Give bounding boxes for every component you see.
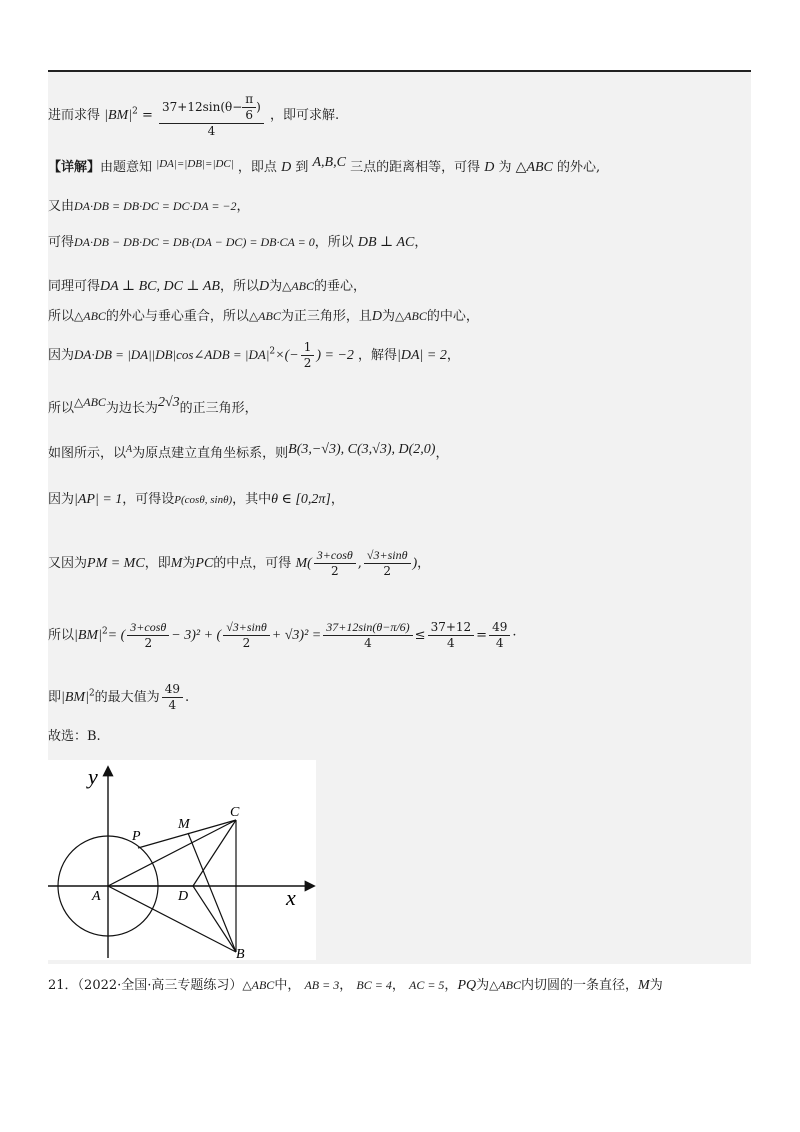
text: 的外心, <box>557 160 601 175</box>
num: 49 <box>489 620 510 636</box>
text: 为正三角形，且 <box>280 309 372 324</box>
math: ) = −2 <box>316 348 354 363</box>
math: θ ∈ [0,2π] <box>271 492 331 507</box>
math: PQ <box>457 978 477 993</box>
text: ，即可求解. <box>270 108 340 123</box>
math: = ( <box>107 628 126 643</box>
fraction <box>223 620 270 651</box>
text: 的中心， <box>426 309 479 324</box>
text: 的最大值为 <box>94 690 160 705</box>
text: 为 <box>476 978 490 993</box>
math: △ABC <box>489 978 522 992</box>
solution-line-3 <box>48 197 250 216</box>
text: ， <box>417 556 431 571</box>
pi-frac <box>242 92 256 123</box>
math: △ABC <box>74 309 106 323</box>
num: 49 <box>162 682 183 698</box>
math: A <box>126 444 133 455</box>
math: BC = 4 <box>356 978 392 992</box>
text: 同理可得 <box>48 279 101 294</box>
den: 4 <box>495 636 504 650</box>
math: △ABC <box>282 279 315 293</box>
num: 1 <box>301 340 315 356</box>
num: 3+cosθ <box>127 620 169 636</box>
sup: 2 <box>269 346 276 357</box>
fraction <box>428 620 475 651</box>
fraction <box>323 620 412 651</box>
den: 4 <box>207 124 216 138</box>
text: 的垂心， <box>314 279 367 294</box>
label-d: D <box>178 889 189 904</box>
text: ， <box>446 348 460 363</box>
text: 内切圆的一条直径， <box>521 978 639 993</box>
comma: , <box>357 556 362 571</box>
label-m: M <box>178 817 190 832</box>
equals: = <box>141 108 153 123</box>
text: 又由 <box>48 199 75 214</box>
math: M( <box>295 556 312 571</box>
den: 2 <box>242 636 251 650</box>
label-p: P <box>132 829 141 844</box>
text: 为 <box>649 978 663 993</box>
text: 的正三角形， <box>179 401 258 416</box>
fraction <box>364 548 411 579</box>
text: ， <box>391 978 405 993</box>
solution-line-13 <box>48 682 189 713</box>
math: △ABC <box>74 395 106 409</box>
math: PC <box>195 556 214 571</box>
text: ， <box>414 235 428 250</box>
num: 37+12 <box>428 620 475 636</box>
math: |DA| = 2 <box>397 348 447 363</box>
figure-svg <box>48 760 316 960</box>
text: ，即 <box>144 556 171 571</box>
x-label: x <box>286 885 296 910</box>
text: 为原点建立直角坐标系，则 <box>132 446 289 461</box>
text: 为 <box>269 279 283 294</box>
text: 即 <box>48 690 62 705</box>
segment-mb <box>188 833 236 952</box>
text: ，其中 <box>232 492 272 507</box>
math: D <box>371 309 382 324</box>
text: 所以 <box>48 628 75 643</box>
fraction <box>162 682 183 713</box>
solution-line-6 <box>48 307 479 326</box>
math: − 3)² + ( <box>171 628 222 643</box>
math: P(cosθ, sinθ) <box>174 494 233 506</box>
den: 4 <box>447 636 455 650</box>
text: 为边长为 <box>105 401 158 416</box>
leq: ≤ <box>414 628 426 643</box>
solution-line-5 <box>48 277 366 296</box>
fraction <box>301 340 315 371</box>
text: ，即点 <box>237 160 277 175</box>
math: |AP| = 1 <box>74 492 123 507</box>
text: ， <box>444 978 458 993</box>
coordinate-figure <box>48 760 316 960</box>
math: 2√3 <box>157 395 180 410</box>
text: ，所以 <box>219 279 259 294</box>
den: 2 <box>330 564 339 578</box>
pi: π <box>242 92 256 108</box>
text: ，所以 <box>314 235 354 250</box>
math: PM = MC <box>87 556 145 571</box>
text: 为 <box>381 309 395 324</box>
text: 的外心与垂心重合，所以 <box>105 309 249 324</box>
text: ， <box>339 978 353 993</box>
math: |BM| <box>61 690 89 705</box>
dot: · <box>512 628 517 643</box>
text: 由题意知 <box>100 160 153 175</box>
den: 2 <box>383 564 392 578</box>
label-c: C <box>230 805 240 820</box>
math: DA ⊥ BC, DC ⊥ AB <box>100 279 220 294</box>
solution-line-1 <box>48 92 339 139</box>
solution-line-12 <box>48 620 517 651</box>
text: 进而求得 <box>48 108 101 123</box>
solution-line-2 <box>48 154 600 177</box>
solution-line-11 <box>48 548 430 579</box>
math: ×(− <box>275 348 299 363</box>
math: △ABC <box>395 309 427 323</box>
fraction <box>127 620 169 651</box>
num: 3+cosθ <box>314 548 356 564</box>
math: DB ⊥ AC <box>357 235 415 250</box>
den: 4 <box>364 636 372 650</box>
rp: ) <box>256 100 261 114</box>
question-number: 21．（2022·全国·高三专题练习） <box>48 978 243 993</box>
solution-line-10 <box>48 491 344 509</box>
math: D <box>258 279 270 294</box>
fraction <box>159 92 264 139</box>
segment-db <box>193 886 236 952</box>
sup: 2 <box>88 688 95 699</box>
fraction <box>314 548 356 579</box>
segment-ab <box>108 886 236 952</box>
text: ， <box>236 199 250 214</box>
text: 因为 <box>48 348 75 363</box>
math: B(3,−√3), C(3,√3), D(2,0) <box>288 442 436 457</box>
math: △ABC <box>248 309 281 323</box>
equals: = <box>476 628 488 643</box>
text: 为 <box>498 160 512 175</box>
y-label: y <box>88 764 98 789</box>
text: 三点的距离相等，可得 <box>350 160 481 175</box>
text: 所以 <box>48 401 75 416</box>
detail-tag: 【详解】 <box>48 160 101 175</box>
label-a: A <box>92 889 101 904</box>
math: D <box>484 160 495 175</box>
math: + √3)² = <box>271 628 322 643</box>
sup: 2 <box>101 626 108 637</box>
label-b: B <box>236 947 245 960</box>
den: 4 <box>168 698 177 712</box>
fraction <box>489 620 510 651</box>
six: 6 <box>245 108 254 122</box>
math-bm: |BM| <box>104 108 133 123</box>
text: 如图所示，以 <box>48 446 127 461</box>
solution-line-4 <box>48 233 427 252</box>
num: √3+sinθ <box>364 548 411 564</box>
num: √3+sinθ <box>223 620 270 636</box>
math: △ABC <box>242 978 275 992</box>
segment-ac <box>108 820 236 886</box>
math: |DA|=|DB|=|DC| <box>156 158 234 170</box>
math: M <box>170 556 183 571</box>
text: ， <box>330 492 344 507</box>
solution-line-7 <box>48 340 460 371</box>
math: DA·DB = DB·DC = DC·DA = −2 <box>74 199 237 213</box>
math: |BM| <box>74 628 102 643</box>
math: AC = 5 <box>408 978 445 992</box>
text: 可得 <box>48 235 75 250</box>
solution-line-8 <box>48 393 258 418</box>
math: DA·DB − DB·DC = DB·(DA − DC) = DB·CA = 0 <box>74 235 315 249</box>
math: ) <box>412 556 418 571</box>
text: 到 <box>295 160 309 175</box>
num: 37+12sin(θ− <box>162 100 243 114</box>
den: 2 <box>303 356 312 370</box>
text: . <box>184 690 190 705</box>
text: ，可得设 <box>122 492 175 507</box>
answer-text: 故选：B. <box>48 729 101 744</box>
math: DA·DB = |DA||DB|cos∠ADB = |DA| <box>74 347 270 362</box>
solution-line-14 <box>48 728 101 746</box>
text: 为 <box>182 556 196 571</box>
math: A,B,C <box>312 155 346 170</box>
num: 37+12sin(θ−π/6) <box>323 620 412 636</box>
math: △ABC <box>515 160 553 175</box>
math: AB = 3 <box>304 978 340 992</box>
text: 中， <box>274 978 301 993</box>
text: ，解得 <box>358 348 398 363</box>
text: 因为 <box>48 492 75 507</box>
math: M <box>638 978 650 993</box>
question-21 <box>48 976 663 995</box>
text: 又因为 <box>48 556 88 571</box>
text: 的中点，可得 <box>213 556 292 571</box>
math: D <box>281 160 292 175</box>
sup: 2 <box>132 106 138 117</box>
text: 所以 <box>48 309 75 324</box>
den: 2 <box>144 636 153 650</box>
solution-line-9 <box>48 441 448 463</box>
text: ， <box>435 446 449 461</box>
